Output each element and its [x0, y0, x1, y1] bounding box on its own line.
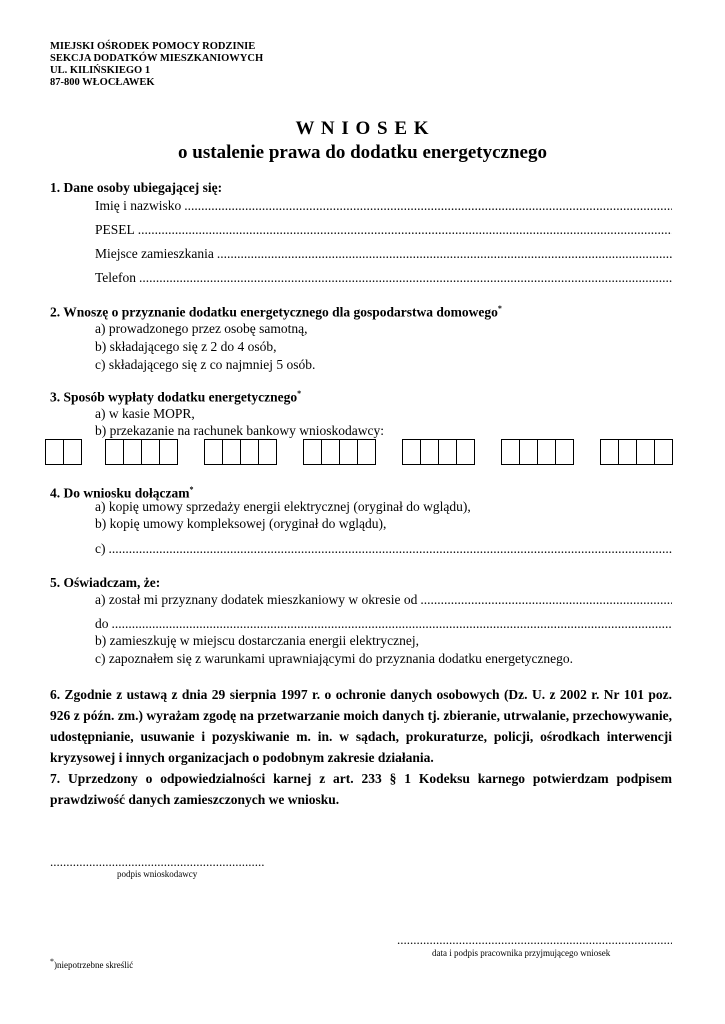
section-7-statement: 7. Uprzedzony o odpowiedzialności karnej z art. 233 § 1 Kodeksu karnego potwierdzam podpisem prawdziwość danych zamieszczonych we wniosku.: [50, 771, 672, 807]
document-title: W N I O S E K: [295, 118, 430, 139]
account-digit-box[interactable]: [141, 439, 160, 465]
section-6-consent: 6. Zgodnie z ustawą z dnia 29 sierpnia 1997 r. o ochronie danych osobowych (Dz. U. z 2002 r. Nr 101 poz. 926 z późn. zm.) wyrażam zgodę na przetwarzanie moich danych tj. zbieranie, utrwalanie, przechowywanie, udostępnianie, usuwanie i pozyskiwanie m. in. w sądach, prokuraturze, policji, ośrodkach interwencji kryzysowej i innych organizacjach o podobnym zakresie działania.: [50, 687, 672, 765]
footnote-mark: *: [497, 304, 502, 313]
housing-allowance-from-field[interactable]: [95, 592, 672, 608]
account-digit-box[interactable]: [303, 439, 322, 465]
account-digit-box[interactable]: [258, 439, 277, 465]
account-digit-box[interactable]: [501, 439, 520, 465]
account-digit-box[interactable]: [618, 439, 637, 465]
phone-field[interactable]: [95, 270, 672, 286]
section-1-heading: 1. Dane osoby ubiegającej się:: [50, 180, 223, 195]
account-digit-box[interactable]: [222, 439, 241, 465]
account-digit-box[interactable]: [438, 439, 457, 465]
account-digit-box[interactable]: [204, 439, 223, 465]
attachment-other-field[interactable]: [95, 541, 672, 557]
household-option-single[interactable]: a) prowadzonego przez osobę samotną,: [95, 321, 308, 336]
household-option-2-4[interactable]: b) składającego się z 2 do 4 osób,: [95, 339, 277, 354]
section-5-heading: 5. Oświadczam, że:: [50, 575, 161, 590]
declaration-conditions[interactable]: c) zapoznałem się z warunkami uprawniającymi do przyznania dodatku energetycznego.: [95, 651, 574, 666]
document-subtitle: o ustalenie prawa do dodatku energetycznego: [178, 142, 547, 163]
account-digit-group-3[interactable]: [204, 439, 277, 465]
housing-allowance-to-dotted-line[interactable]: [112, 616, 673, 632]
address-label: Miejsce zamieszkania: [95, 246, 214, 261]
attachment-other-label: c): [95, 541, 106, 556]
housing-allowance-from-dotted-line[interactable]: [420, 592, 672, 608]
office-section: SEKCJA DODATKÓW MIESZKANIOWYCH: [50, 53, 264, 64]
footnote-mark: *: [297, 389, 302, 398]
account-digit-box[interactable]: [240, 439, 259, 465]
pesel-label: PESEL: [95, 222, 135, 237]
office-city: 87-800 WŁOCŁAWEK: [50, 77, 155, 88]
applicant-signature-line[interactable]: [50, 854, 265, 870]
phone-label: Telefon: [95, 270, 137, 285]
footnote-mark: *: [50, 957, 54, 966]
phone-dotted-line[interactable]: [139, 270, 672, 286]
account-digit-group-7[interactable]: [600, 439, 673, 465]
account-digit-box[interactable]: [339, 439, 358, 465]
declaration-residence[interactable]: b) zamieszkuję w miejscu dostarczania energii elektrycznej,: [95, 633, 419, 648]
attachment-option-complex-contract[interactable]: b) kopię umowy kompleksowej (oryginał do wglądu),: [95, 516, 387, 531]
pesel-dotted-line[interactable]: [138, 222, 672, 238]
household-option-5plus[interactable]: c) składającego się z co najmniej 5 osób.: [95, 357, 316, 372]
account-digit-group-5[interactable]: [402, 439, 475, 465]
applicant-signature-label: podpis wnioskodawcy: [117, 869, 198, 879]
housing-allowance-from-label: a) został mi przyznany dodatek mieszkaniowy w okresie od: [95, 592, 418, 607]
account-digit-box[interactable]: [654, 439, 673, 465]
housing-allowance-to-field[interactable]: [95, 616, 672, 632]
name-dotted-line[interactable]: [184, 198, 672, 214]
account-digit-box[interactable]: [321, 439, 340, 465]
account-digit-group-2[interactable]: [105, 439, 178, 465]
attachment-other-dotted-line[interactable]: [109, 541, 673, 557]
account-digit-box[interactable]: [636, 439, 655, 465]
pesel-field[interactable]: [95, 222, 672, 238]
office-street: UL. KILIŃSKIEGO 1: [50, 65, 151, 76]
account-digit-box[interactable]: [555, 439, 574, 465]
employee-signature-label: data i podpis pracownika przyjmującego wniosek: [432, 948, 611, 958]
account-digit-group-4[interactable]: [303, 439, 376, 465]
address-field[interactable]: [95, 246, 672, 262]
footnote: *)niepotrzebne skreślić: [50, 957, 134, 970]
account-digit-group-1[interactable]: [45, 439, 82, 465]
account-digit-box[interactable]: [63, 439, 82, 465]
name-label: Imię i nazwisko: [95, 198, 182, 213]
payment-option-bank[interactable]: b) przekazanie na rachunek bankowy wnioskodawcy:: [95, 423, 385, 438]
office-name: MIEJSKI OŚRODEK POMOCY RODZINIE: [50, 41, 256, 52]
attachment-option-sales-contract[interactable]: a) kopię umowy sprzedaży energii elektrycznej (oryginał do wglądu),: [95, 499, 471, 514]
name-field[interactable]: [95, 198, 672, 214]
address-dotted-line[interactable]: [217, 246, 672, 262]
section-3-heading: 3. Sposób wypłaty dodatku energetycznego*: [50, 389, 302, 405]
account-digit-box[interactable]: [456, 439, 475, 465]
account-digit-box[interactable]: [45, 439, 64, 465]
account-digit-box[interactable]: [105, 439, 124, 465]
account-digit-box[interactable]: [600, 439, 619, 465]
account-digit-box[interactable]: [537, 439, 556, 465]
section-4-heading: 4. Do wniosku dołączam*: [50, 485, 194, 501]
account-digit-box[interactable]: [357, 439, 376, 465]
employee-signature-line[interactable]: [397, 932, 672, 948]
footnote-mark: *: [189, 485, 194, 494]
housing-allowance-to-label: do: [95, 616, 109, 631]
account-digit-box[interactable]: [159, 439, 178, 465]
account-digit-group-6[interactable]: [501, 439, 574, 465]
account-digit-box[interactable]: [420, 439, 439, 465]
payment-option-cash[interactable]: a) w kasie MOPR,: [95, 406, 195, 421]
account-digit-box[interactable]: [519, 439, 538, 465]
account-digit-box[interactable]: [402, 439, 421, 465]
account-digit-box[interactable]: [123, 439, 142, 465]
section-2-heading: 2. Wnoszę o przyznanie dodatku energetycznego dla gospodarstwa domowego*: [50, 304, 502, 320]
